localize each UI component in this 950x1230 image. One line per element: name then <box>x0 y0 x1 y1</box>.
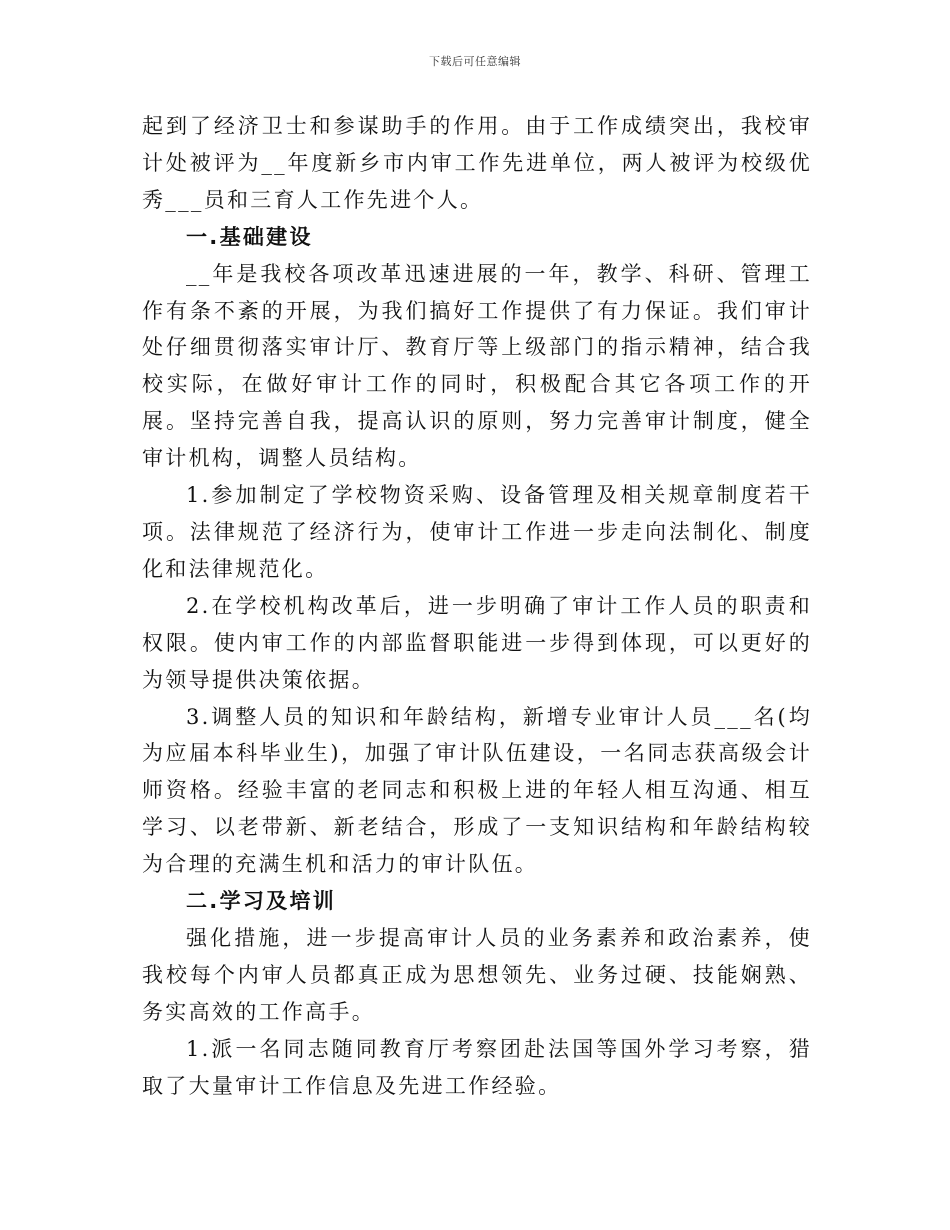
section-heading-study-training: 二.学习及培训 <box>186 889 337 914</box>
section-heading-basic-construction: 一.基础建设 <box>186 224 313 249</box>
paragraph-item-1: 1.参加制定了学校物资采购、设备管理及相关规章制度若干项。法律规范了经济行为，使审计工作进一步走向法制化、制度化和法律规范化。 <box>142 483 812 581</box>
paragraph-training-item-1: 1.派一名同志随同教育厅考察团赴法国等国外学习考察，猎取了大量审计工作信息及先进工作经验。 <box>142 1036 812 1098</box>
paragraph-study-training: 强化措施，进一步提高审计人员的业务素养和政治素养，使我校每个内审人员都真正成为思想领先、业务过硬、技能娴熟、务实高效的工作高手。 <box>142 925 812 1024</box>
paragraph-intro: 起到了经济卫士和参谋助手的作用。由于工作成绩突出，我校审计处被评为__年度新乡市内审工作先进单位，两人被评为校级优秀___员和三育人工作先进个人。 <box>142 114 812 212</box>
page-header: 下载后可任意编辑 <box>429 55 521 68</box>
document-body <box>142 108 812 1104</box>
paragraph-basic-construction: __年是我校各项改革迅速进展的一年，教学、科研、管理工作有条不紊的开展，为我们搞好工作提供了有力保证。我们审计处仔细贯彻落实审计厅、教育厅等上级部门的指示精神，结合我校实际，在做好审计工作的同时，积极配合其它各项工作的开展。坚持完善自我，提高认识的原则，努力完善审计制度，健全审计机构，调整人员结构。 <box>142 261 812 471</box>
paragraph-item-2: 2.在学校机构改革后，进一步明确了审计工作人员的职责和权限。使内审工作的内部监督职能进一步得到体现，可以更好的为领导提供决策依据。 <box>142 593 812 692</box>
paragraph-item-3: 3.调整人员的知识和年龄结构，新增专业审计人员___名(均为应届本科毕业生)，加强了审计队伍建设，一名同志获高级会计师资格。经验丰富的老同志和积极上进的年轻人相互沟通、相互学习、以老带新、新老结合，形成了一支知识结构和年龄结构较为合理的充满生机和活力的审计队伍。 <box>142 704 812 877</box>
